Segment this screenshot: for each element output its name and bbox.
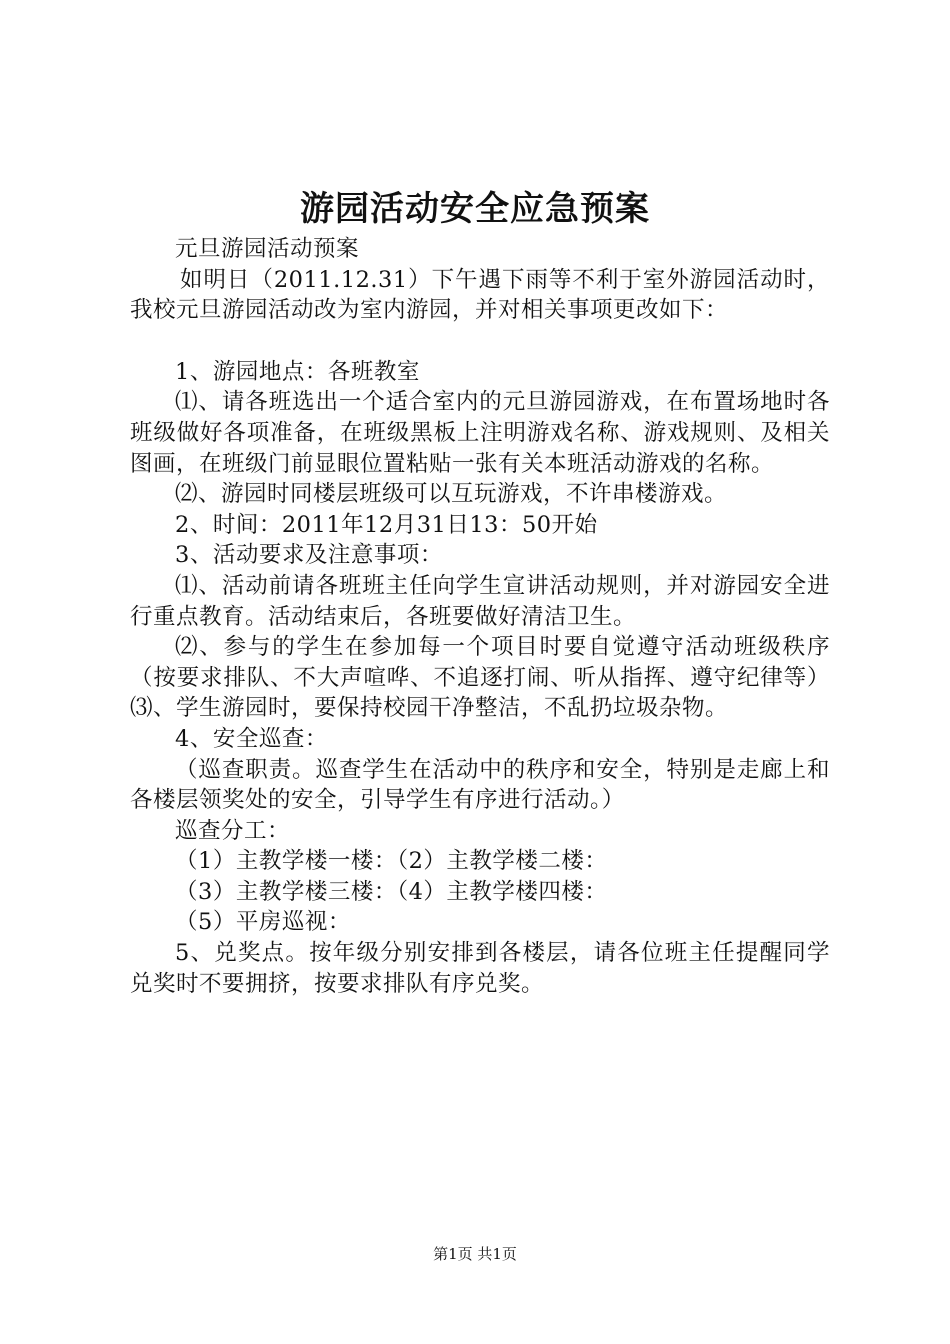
paragraph-item-1-2: ⑵、游园时同楼层班级可以互玩游戏，不许串楼游戏。 <box>175 481 728 508</box>
document-body <box>130 234 830 999</box>
page-footer: 第1页 共1页 <box>433 1245 517 1263</box>
paragraph-section-5: 5、兑奖点。按年级分别安排到各楼层，请各位班主任提醒同学兑奖时不要拥挤，按要求排队有序兑奖。 <box>130 940 830 997</box>
paragraph-section-3: 3、活动要求及注意事项： <box>175 542 443 569</box>
paragraph-item-1-1: ⑴、请各班选出一个适合室内的元旦游园游戏，在布置场地时各班级做好各项准备，在班级黑板上注明游戏名称、游戏规则、及相关图画，在班级门前显眼位置粘贴一张有关本班活动游戏的名称。 <box>130 389 830 477</box>
paragraph-patrol-division: 巡查分工： <box>175 817 291 844</box>
page-title: 游园活动安全应急预案 <box>300 189 650 229</box>
paragraph-section-2: 2、时间：2011年12月31日13：50开始 <box>175 511 598 538</box>
paragraph-patrol-bungalow: （5）平房巡视： <box>175 909 351 936</box>
paragraph-patrol-floors-1-2: （1）主教学楼一楼：（2）主教学楼二楼： <box>175 848 608 875</box>
paragraph-item-3-1: ⑴、活动前请各班班主任向学生宣讲活动规则，并对游园安全进行重点教育。活动结束后，各班要做好清洁卫生。 <box>130 572 830 630</box>
paragraph-patrol-floors-3-4: （3）主教学楼三楼：（4）主教学楼四楼： <box>175 878 608 905</box>
paragraph-section-1: 1、游园地点：各班教室 <box>175 358 420 385</box>
paragraph-intro: 如明日（2011.12.31）下午遇下雨等不利于室外游园活动时，我校元旦游园活动改为室内游园，并对相关事项更改如下： <box>130 266 830 324</box>
paragraph-patrol-duty: （巡查职责。巡查学生在活动中的秩序和安全，特别是走廊上和各楼层领奖处的安全，引导学生有序进行活动。） <box>130 756 830 814</box>
paragraph-subtitle: 元旦游园活动预案 <box>175 236 360 262</box>
paragraph-item-3-2: ⑵、参与的学生在参加每一个项目时要自觉遵守活动班级秩序（按要求排队、不大声喧哗、不追逐打闹、听从指挥、遵守纪律等）⑶、学生游园时，要保持校园干净整洁，不乱扔垃圾杂物。 <box>130 634 830 722</box>
paragraph-section-4: 4、安全巡查： <box>175 725 328 752</box>
